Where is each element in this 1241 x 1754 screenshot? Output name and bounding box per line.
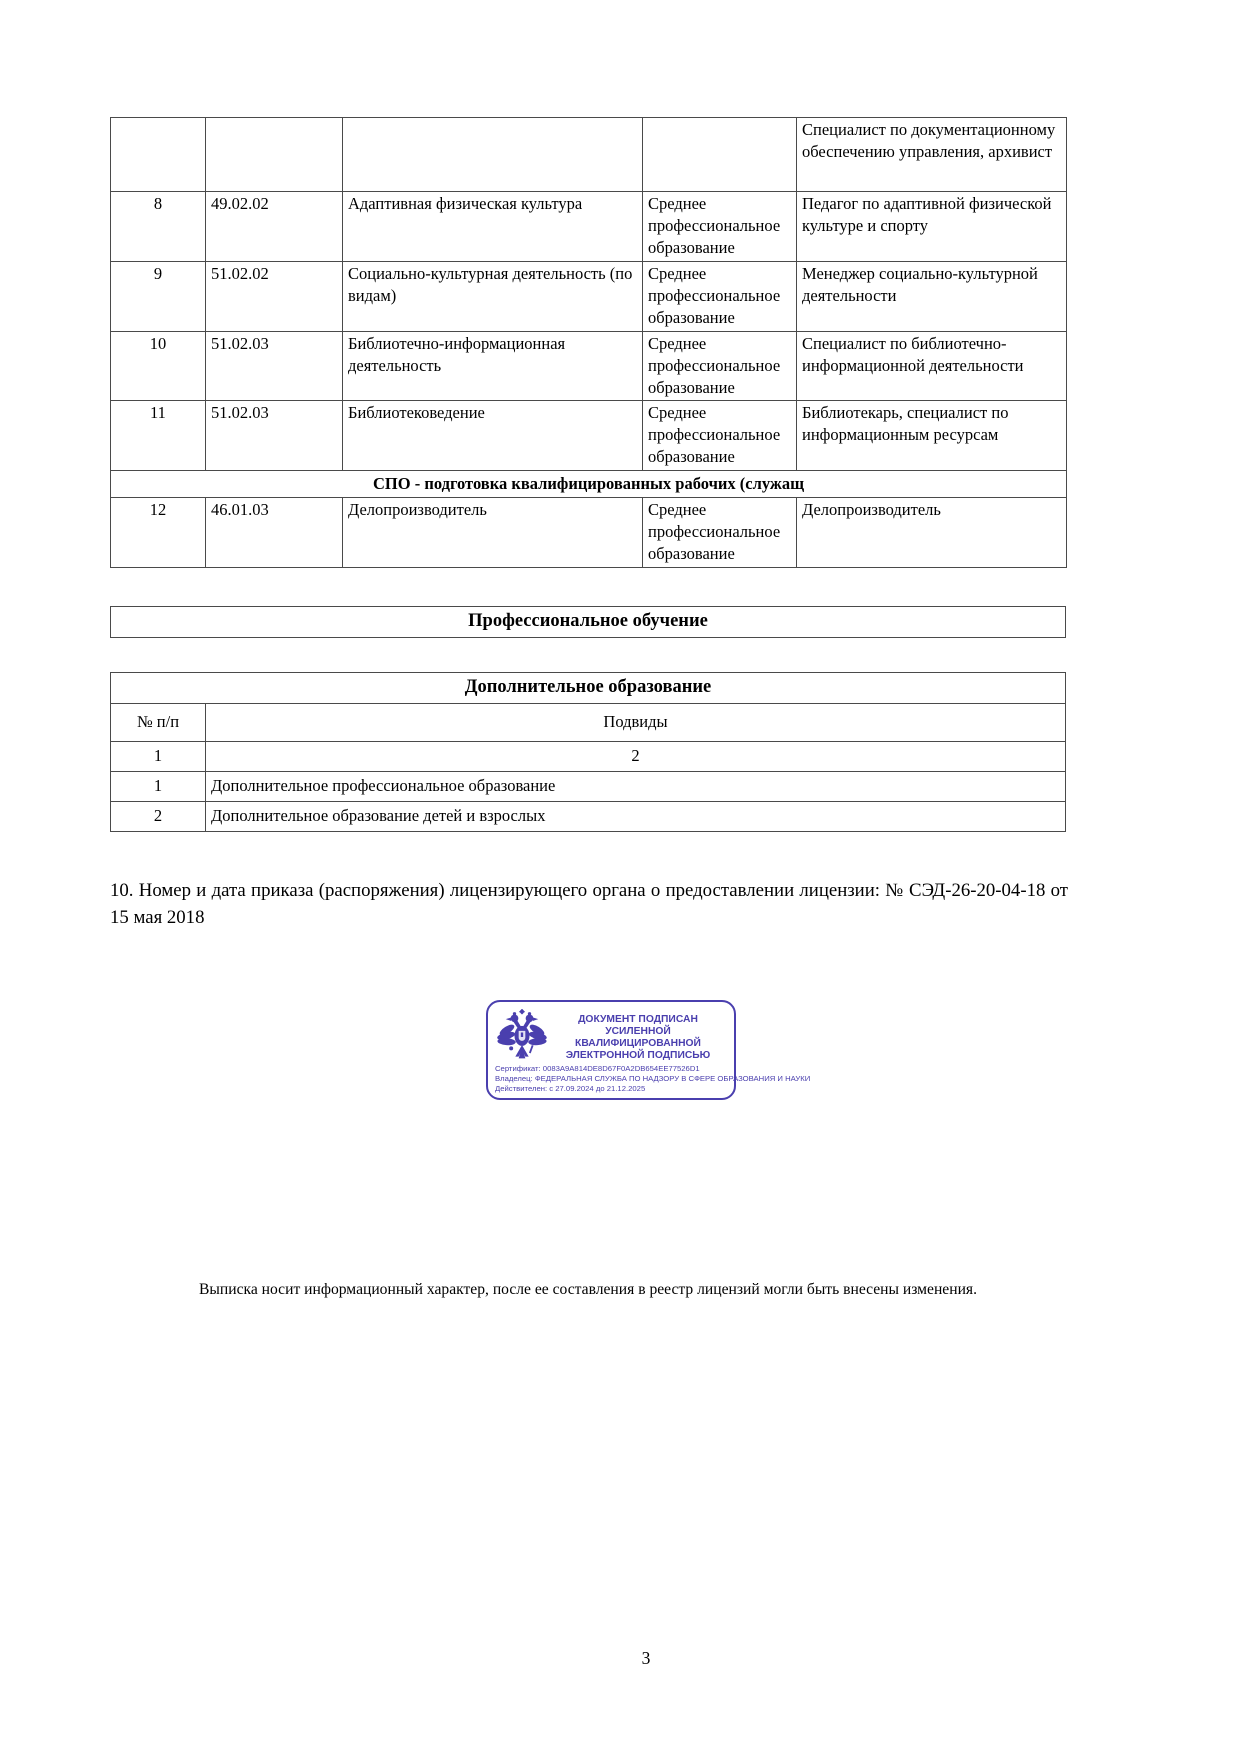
additional-education-table <box>110 672 1066 832</box>
cell-level <box>643 118 797 192</box>
footer-note: Выписка носит информационный характер, после ее составления в реестр лицензий могли быть внесены изменения. <box>199 1281 977 1298</box>
col-number: 1 <box>111 741 206 771</box>
stamp-title <box>549 1007 727 1063</box>
stamp-validity: Действителен: с 27.09.2024 до 21.12.2025 <box>495 1084 646 1094</box>
stamp-owner: Владелец: ФЕДЕРАЛЬНАЯ СЛУЖБА ПО НАДЗОРУ В СФЕРЕ ОБРАЗОВАНИЯ И НАУКИ <box>495 1073 811 1083</box>
table-row <box>111 192 1067 262</box>
cell-level: Среднее профессиональное образование <box>643 401 797 471</box>
table-title-row <box>111 673 1066 704</box>
cell-name: Социально-культурная деятельность (по видам) <box>343 261 643 331</box>
additional-education-title: Дополнительное образование <box>111 673 1066 704</box>
cell-qualification: Библиотекарь, специалист по информационным ресурсам <box>797 401 1067 471</box>
stamp-title-line3: ЭЛЕКТРОННОЙ ПОДПИСЬЮ <box>565 1050 711 1062</box>
stamp-title-line1: ДОКУМЕНТ ПОДПИСАН <box>578 1014 698 1025</box>
table-row-continuation <box>111 118 1067 192</box>
cell-num: 8 <box>111 192 206 262</box>
cell-code: 51.02.03 <box>206 331 343 401</box>
col-header-subtypes: Подвиды <box>206 703 1066 741</box>
cell-num: 9 <box>111 261 206 331</box>
cell-qualification: Менеджер социально-культурной деятельности <box>797 261 1067 331</box>
license-order-paragraph: 10. Номер и дата приказа (распоряжения) лицензирующего органа о предоставлении лицензии: № СЭД-26-20-04-18 от 15 мая 2018 <box>110 880 1068 928</box>
page-number: 3 <box>641 1648 651 1668</box>
cell-num <box>111 118 206 192</box>
stamp-details <box>495 1063 811 1095</box>
cell-code: 49.02.02 <box>206 192 343 262</box>
cell-qualification: Специалист по документационному обеспечению управления, архивист <box>797 118 1067 192</box>
cell-subtype: Дополнительное образование детей и взрослых <box>206 801 1066 831</box>
table-row <box>111 801 1066 831</box>
cell-code: 51.02.02 <box>206 261 343 331</box>
cell-level: Среднее профессиональное образование <box>643 331 797 401</box>
cell-name: Библиотековедение <box>343 401 643 471</box>
cell-num: 10 <box>111 331 206 401</box>
cell-name: Делопроизводитель <box>343 498 643 568</box>
stamp-title-line2: УСИЛЕННОЙ КВАЛИФИЦИРОВАННОЙ <box>575 1026 701 1050</box>
professional-training-header: Профессиональное обучение <box>110 606 1066 638</box>
spo-programs-table <box>110 117 1067 568</box>
cell-code: 46.01.03 <box>206 498 343 568</box>
section-header: СПО - подготовка квалифицированных рабочих (служащ <box>111 471 1067 498</box>
cell-code: 51.02.03 <box>206 401 343 471</box>
column-numbering-row <box>111 741 1066 771</box>
cell-num: 12 <box>111 498 206 568</box>
table-row <box>111 331 1067 401</box>
table-row <box>111 498 1067 568</box>
section-header-row <box>111 471 1067 498</box>
cell-level: Среднее профессиональное образование <box>643 261 797 331</box>
cell-name: Библиотечно-информационная деятельность <box>343 331 643 401</box>
col-number: 2 <box>206 741 1066 771</box>
cell-subtype: Дополнительное профессиональное образование <box>206 771 1066 801</box>
col-header-num: № п/п <box>111 703 206 741</box>
cell-num: 11 <box>111 401 206 471</box>
cell-qualification: Делопроизводитель <box>797 498 1067 568</box>
cell-num: 1 <box>111 771 206 801</box>
table-row <box>111 771 1066 801</box>
coat-of-arms-eagle-icon <box>497 1008 547 1062</box>
cell-level: Среднее профессиональное образование <box>643 192 797 262</box>
cell-name: Адаптивная физическая культура <box>343 192 643 262</box>
signature-stamp <box>486 1000 811 1100</box>
stamp-certificate: Сертификат: 0083A9A814DE8D67F0A2DB654EE77526D1 <box>495 1063 700 1073</box>
cell-num: 2 <box>111 801 206 831</box>
table-row <box>111 261 1067 331</box>
cell-level: Среднее профессиональное образование <box>643 498 797 568</box>
column-header-row <box>111 703 1066 741</box>
table-row <box>111 401 1067 471</box>
cell-code <box>206 118 343 192</box>
cell-qualification: Педагог по адаптивной физической культуре и спорту <box>797 192 1067 262</box>
cell-qualification: Специалист по библиотечно-информационной деятельности <box>797 331 1067 401</box>
cell-name <box>343 118 643 192</box>
